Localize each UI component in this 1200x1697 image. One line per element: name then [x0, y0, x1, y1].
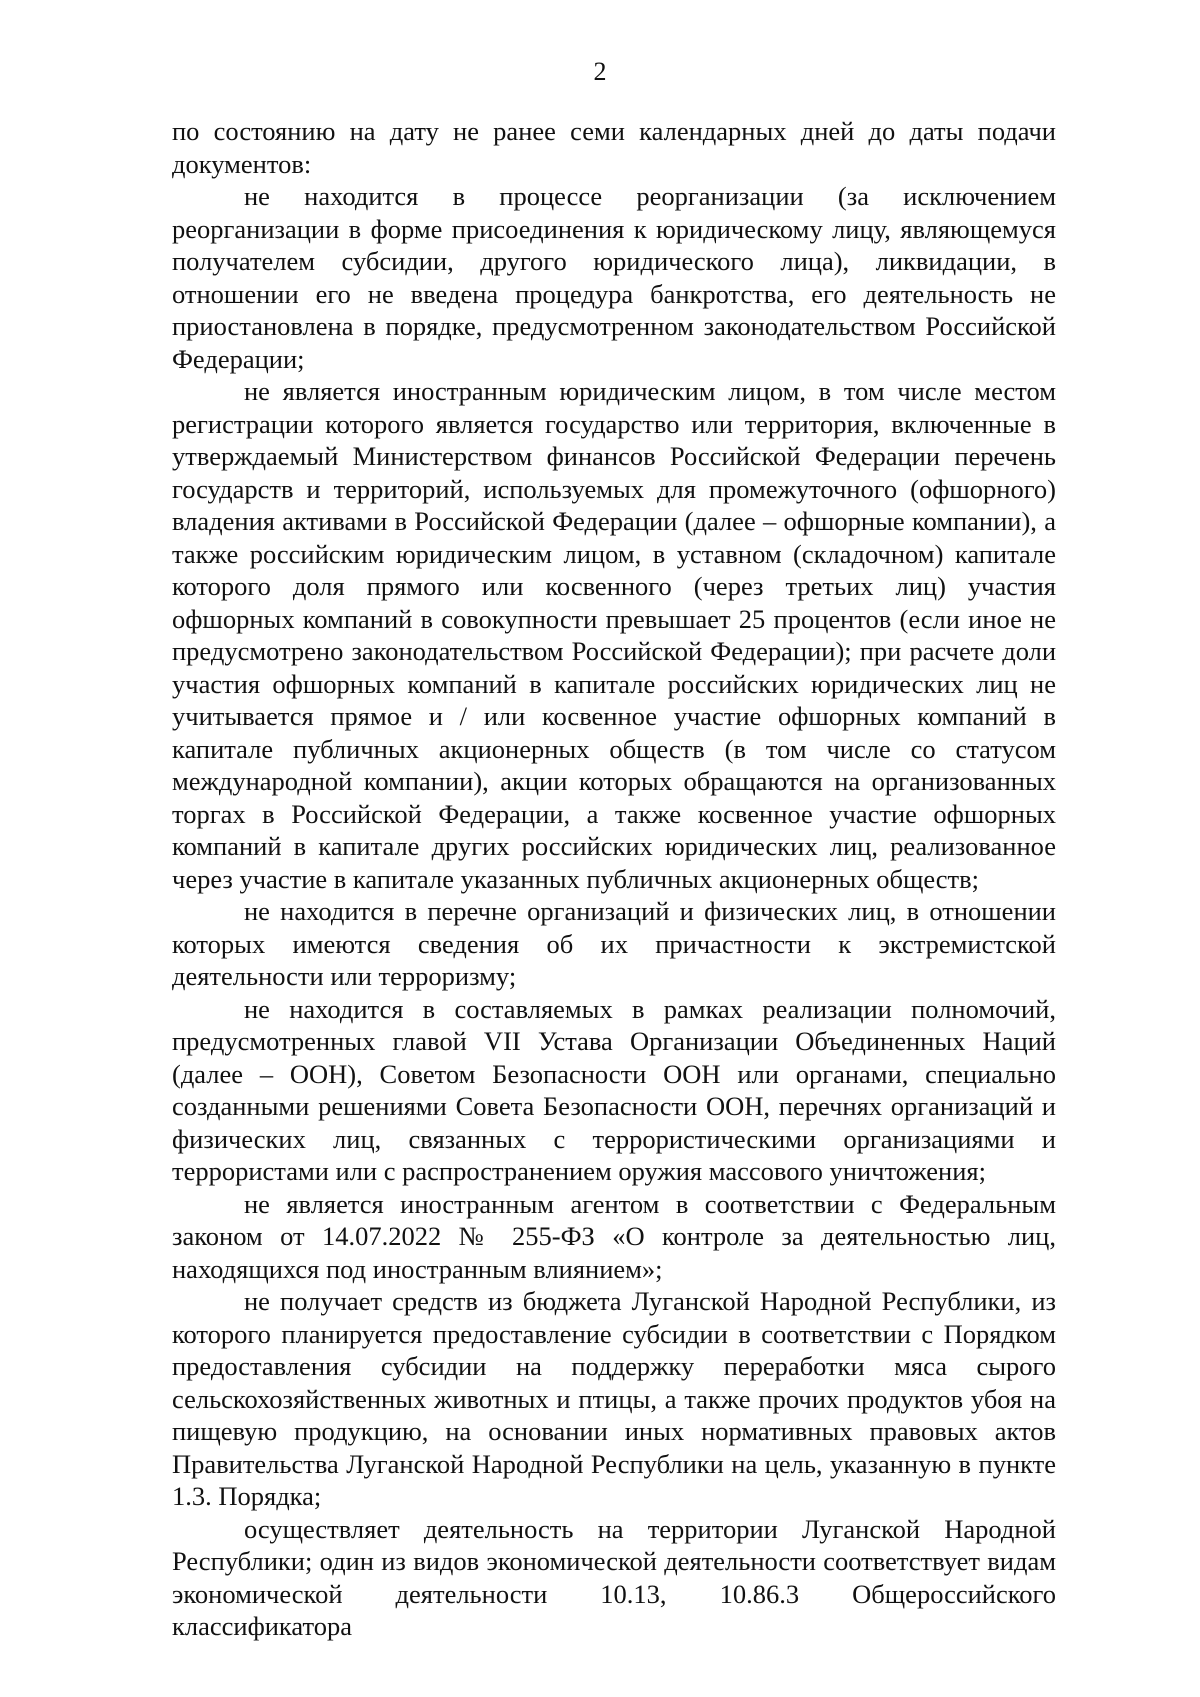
- paragraph-budget-funds: не получает средств из бюджета Луганской Народной Республики, из которого планируется предоставление субсидии в соответствии с Порядком предоставления субсидии на поддержку переработки мяса сырого сельскохозяйственных животных и птицы, а также прочих продуктов убоя на пищевую продукцию, на основании иных нормативных правовых актов Правительства Луганской Народной Республики на цель, указанную в пункте 1.3. Порядка;: [172, 1286, 1056, 1511]
- paragraph-offshore: не является иностранным юридическим лицом, в том числе местом регистрации которого является государство или территория, включенные в утверждаемый Министерством финансов Российской Федерации перечень государств и территорий, используемых для промежуточного (офшорного) владения активами в Российской Федерации (далее – офшорные компании), а также российским юридическим лицом, в уставном (складочном) капитале которого доля прямого или косвенного (через третьих лиц) участия офшорных компаний в совокупности превышает 25 процентов (если иное не предусмотрено законодательством Российской Федерации); при расчете доли участия офшорных компаний в капитале российских юридических лиц не учитывается прямое и / или косвенное участие офшорных компаний в капитале публичных акционерных обществ (в том числе со статусом международной компании), акции которых обращаются на организованных торгах в Российской Федерации, а также косвенное участие офшорных компаний в капитале других российских юридических лиц, реализованное через участие в капитале указанных публичных акционерных обществ;: [172, 376, 1056, 894]
- paragraph-foreign-agent: не является иностранным агентом в соответствии с Федеральным законом от 14.07.2022 № 255-ФЗ «О контроле за деятельностью лиц, находящихся под иностранным влиянием»;: [172, 1188, 1056, 1284]
- page-number: 2: [593, 57, 607, 86]
- paragraph-reorganization: не находится в процессе реорганизации (за исключением реорганизации в форме присоединения к юридическому лицу, являющемуся получателем субсидии, другого юридического лица), ликвидации, в отношении его не введена процедура банкротства, его деятельность не приостановлена в порядке, предусмотренном законодательством Российской Федерации;: [172, 181, 1056, 374]
- paragraph-un-lists: не находится в составляемых в рамках реализации полномочий, предусмотренных главой VII Устава Организации Объединенных Наций (далее – ООН), Советом Безопасности ООН или органами, специально созданными решениями Совета Безопасности ООН, перечнях организаций и физических лиц, связанных с террористическими организациями и террористами или с распространением оружия массового уничтожения;: [172, 993, 1056, 1186]
- document-body: [172, 115, 1056, 1643]
- paragraph-extremism: не находится в перечне организаций и физических лиц, в отношении которых имеются сведения об их причастности к экстремистской деятельности или терроризму;: [172, 896, 1056, 991]
- paragraph-activity: осуществляет деятельность на территории Луганской Народной Республики; один из видов экономической деятельности соответствует видам экономической деятельности 10.13, 10.86.3 Общероссийского классификатора: [172, 1513, 1056, 1641]
- paragraph-continuation: по состоянию на дату не ранее семи календарных дней до даты подачи документов:: [172, 116, 1056, 179]
